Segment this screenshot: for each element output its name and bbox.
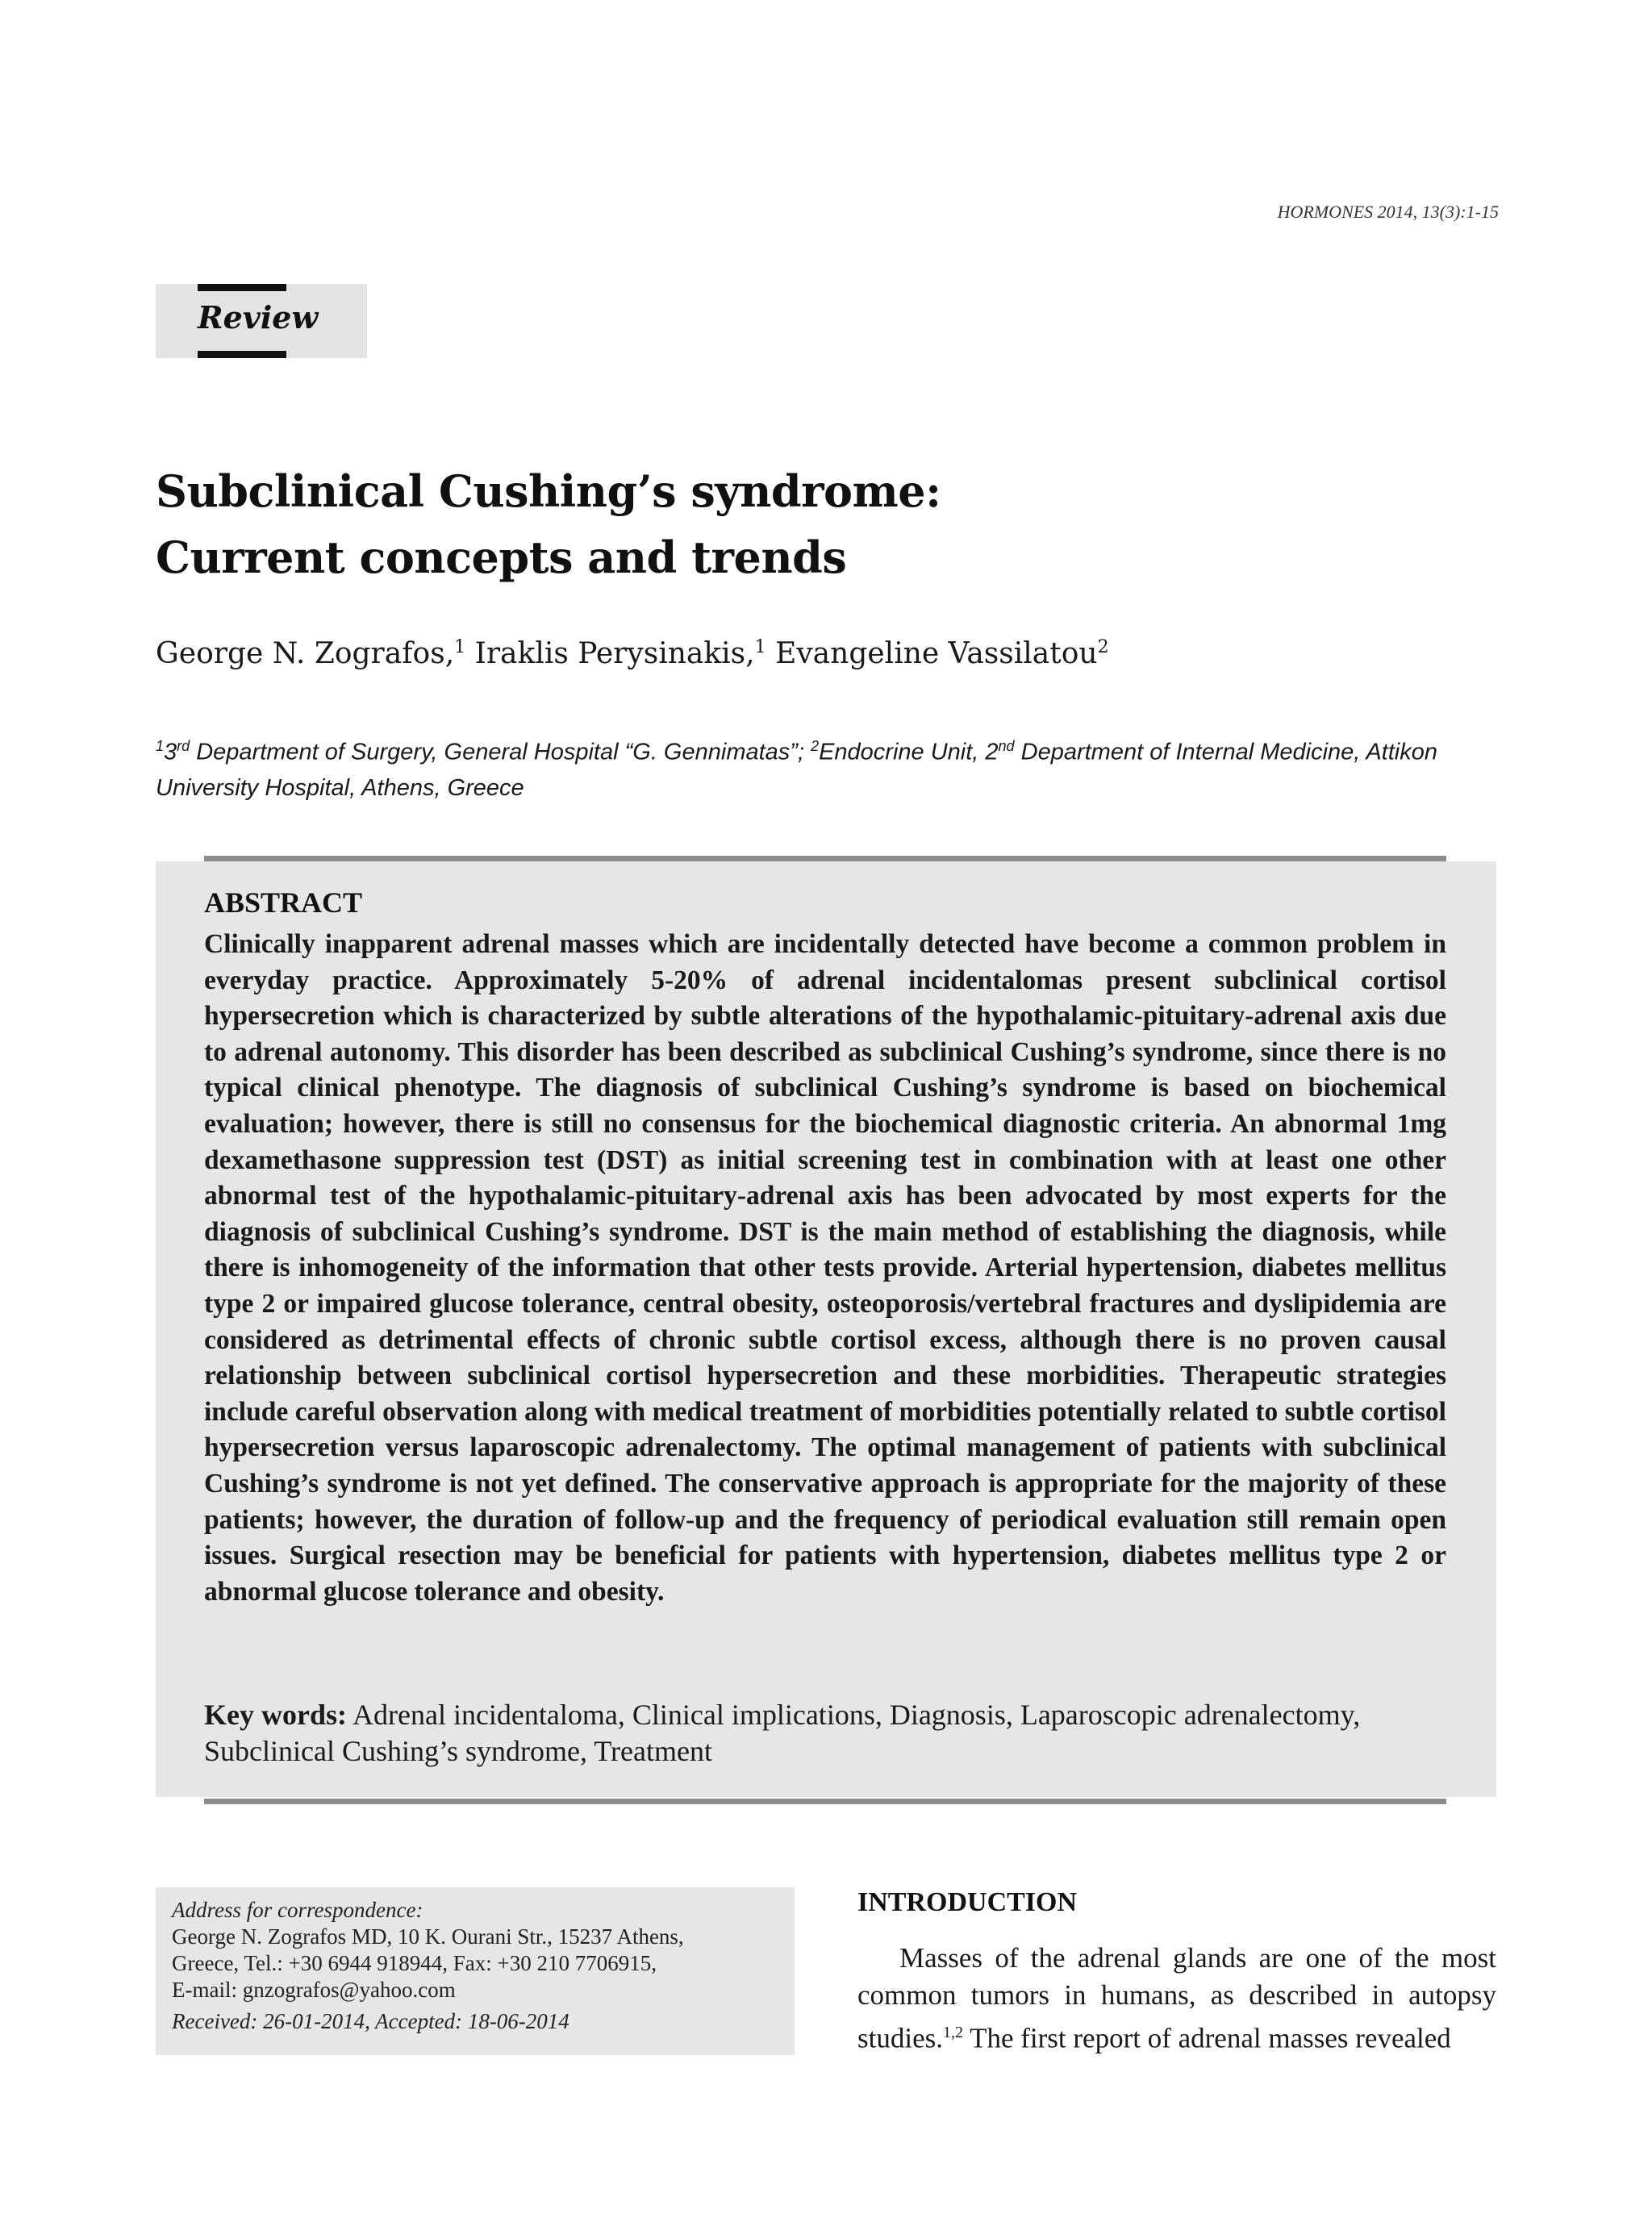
correspondence-email: E-mail: gnzografos@yahoo.com (172, 1978, 456, 2002)
article-title (156, 458, 941, 590)
keywords-list: Adrenal incidentaloma, Clinical implications, Diagnosis, Laparoscopic adrenalectomy, Subclinical Cushing’s syndrome, Treatment (204, 1699, 1361, 1767)
affiliation-2-text: Endocrine Unit, 2 (819, 739, 999, 765)
article-type-badge (156, 284, 367, 358)
received-accepted-dates: Received: 26-01-2014, Accepted: 18-06-2014 (172, 2009, 569, 2033)
abstract-body: Clinically inapparent adrenal masses which are incidentally detected have become a common problem in everyday practice. Approximately 5-20% of adrenal incidentalomas present subclinical cortisol hypersecretion which is characterized by subtle alterations of the hypothalamic-pituitary-adrenal axis due to adrenal autonomy. This disorder has been described as subclinical Cushing’s syndrome, since there is no typical clinical phenotype. The diagnosis of subclinical Cushing’s syndrome is based on biochemical evaluation; however, there is still no consensus for the biochemical diagnostic criteria. An abnormal 1mg dexamethasone suppression test (DST) as initial screening test in combination with at least one other abnormal test of the hypothalamic-pituitary-adrenal axis has been advocated by most experts for the diagnosis of subclinical Cushing’s syndrome. DST is the main method of establishing the diagnosis, while there is inhomogeneity of the information that other tests provide. Arterial hypertension, diabetes mellitus type 2 or impaired glucose tolerance, central obesity, osteoporosis/vertebral fractures and dyslipidemia are considered as detrimental effects of chronic subtle cortisol excess, although there is no proven causal relationship between subclinical cortisol hypersecretion and these morbidities. Therapeutic strategies include careful observation along with medical treatment of morbidities potentially related to subtle cortisol hypersecretion versus laparoscopic adrenalectomy. The optimal management of patients with subclinical Cushing’s syndrome is not yet defined. The conservative approach is appropriate for the majority of these patients; however, the duration of follow-up and the frequency of periodical evaluation still remain open issues. Surgical resection may be beneficial for patients with hypertension, diabetes mellitus type 2 or abnormal glucose tolerance and obesity. (204, 929, 1446, 1607)
author-name: Iraklis Perysinakis, (474, 637, 755, 670)
author-affiliation-mark: 1 (454, 637, 466, 657)
affiliation-2-rest: Department of Internal Medicine, Attikon University Hospital, Athens, Greece (156, 739, 1437, 801)
author-affiliation-mark: 2 (1097, 637, 1109, 657)
keywords (204, 1697, 1446, 1770)
abstract-heading: ABSTRACT (204, 886, 363, 919)
introduction-heading: INTRODUCTION (857, 1887, 1078, 1917)
keywords-label: Key words: (204, 1699, 347, 1731)
affiliations (156, 728, 1499, 806)
citation-marker: 1,2 (942, 2024, 963, 2041)
author-name: George N. Zografos, (156, 637, 455, 670)
correspondence-label: Address for correspondence: (172, 1898, 423, 1922)
ordinal-suffix: rd (177, 738, 190, 754)
correspondence-address-line: Greece, Tel.: +30 6944 918944, Fax: +30 210 7706915, (172, 1951, 657, 1975)
intro-text-continued: The first report of adrenal masses revealed (962, 2022, 1451, 2054)
abstract-section (156, 861, 1496, 1797)
affiliation-ordinal: 3 (164, 739, 177, 765)
affiliation-mark: 2 (811, 738, 820, 754)
ordinal-suffix: nd (998, 738, 1015, 754)
intro-text: Masses of the adrenal glands are one of the most common tumors in humans, as described in autopsy studies. (857, 1942, 1496, 2054)
title-line-1: Subclinical Cushing’s syndrome: (156, 465, 941, 517)
author-name: Evangeline Vassilatou (775, 637, 1098, 670)
article-type-label: Review (198, 299, 319, 336)
journal-citation: HORMONES 2014, 13(3):1-15 (1277, 202, 1499, 222)
correspondence-address-line: George N. Zografos MD, 10 K. Ourani Str., 15237 Athens, (172, 1924, 684, 1949)
introduction-paragraph (857, 1940, 1496, 2057)
title-line-2: Current concepts and trends (156, 532, 847, 583)
badge-bottom-rule (198, 351, 286, 358)
correspondence-box (156, 1887, 795, 2055)
affiliation-1-text: Department of Surgery, General Hospital “G. Gennimatas”; (190, 739, 811, 765)
abstract-top-rule (204, 856, 1446, 861)
author-list (156, 637, 1109, 670)
affiliation-mark: 1 (156, 738, 165, 754)
author-affiliation-mark: 1 (754, 637, 766, 657)
badge-top-rule (198, 284, 286, 291)
abstract-bottom-rule (204, 1799, 1446, 1804)
